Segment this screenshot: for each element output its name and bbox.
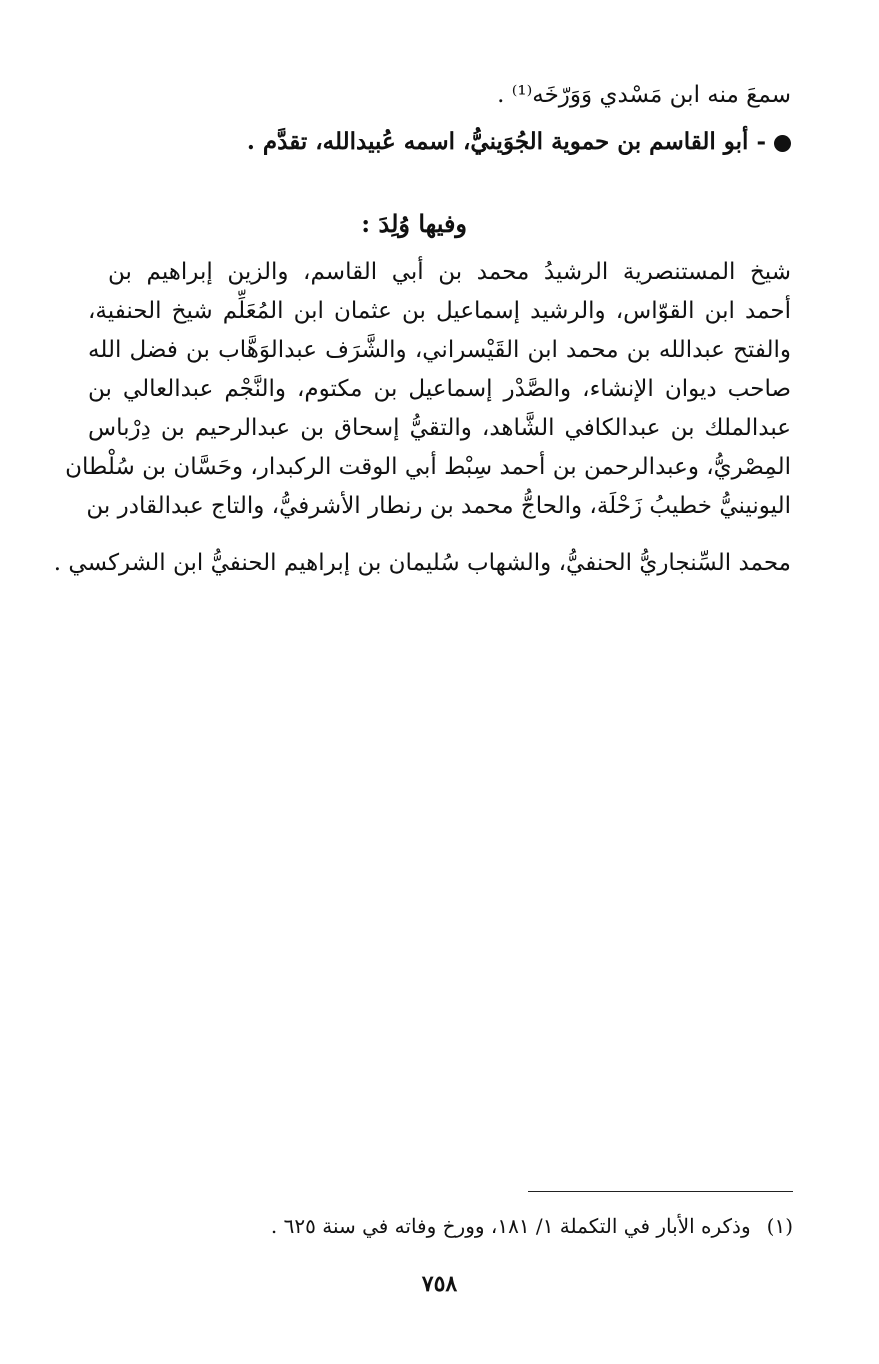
footnote — [271, 1210, 793, 1242]
paragraph-line: شيخ المستنصرية الرشيدُ محمد بن أبي القاسم، والزين إبراهيم بن — [108, 259, 792, 285]
section-heading: وفيها وُلِدَ : — [361, 209, 467, 238]
text-line-1: سمعَ منه ابن مَسْدي وَوَرّخَه⁽¹⁾ . — [497, 82, 791, 108]
footnote-text: وذكره الأبار في التكملة ١/ ١٨١، وورخ وفاته في سنة ٦٢٥ . — [270, 1214, 751, 1238]
entry-text: أبو القاسم بن حموية الجُوَينيُّ، اسمه عُبيدالله، تقدَّم . — [246, 128, 749, 155]
paragraph-line: المِصْريُّ، وعبدالرحمن بن أحمد سِبْط أبي الوقت الركبدار، وحَسَّان بن سُلْطان — [65, 454, 791, 480]
footnote-separator — [528, 1191, 793, 1192]
footnote-marker: (١) — [766, 1214, 793, 1238]
paragraph-line: عبدالملك بن عبدالكافي الشَّاهد، والتقيُّ إسحاق بن عبدالرحيم بن دِرْباس — [88, 415, 791, 441]
page-number: ٧٥٨ — [421, 1271, 458, 1297]
bullet-entry — [247, 125, 791, 159]
paragraph-line: محمد السِّنجاريُّ الحنفيُّ، والشهاب سُليمان بن إبراهيم الحنفيُّ ابن الشركسي . — [53, 550, 791, 576]
paragraph-line: والفتح عبدالله بن محمد ابن القَيْسراني، والشَّرَف عبدالوَهَّاب بن فضل الله — [88, 337, 791, 363]
paragraph-line: أحمد ابن القوّاس، والرشيد إسماعيل بن عثمان ابن المُعَلِّم شيخ الحنفية، — [88, 298, 791, 324]
paragraph-line: اليونينيُّ خطيبُ زَحْلَة، والحاجُّ محمد بن رنطار الأشرفيُّ، والتاج عبدالقادر بن — [86, 493, 791, 519]
bullet-icon — [774, 135, 791, 152]
entry-dash: - — [756, 128, 766, 155]
paragraph-line: صاحب ديوان الإنشاء، والصَّدْر إسماعيل بن مكتوم، والنَّجْم عبدالعالي بن — [88, 376, 791, 402]
